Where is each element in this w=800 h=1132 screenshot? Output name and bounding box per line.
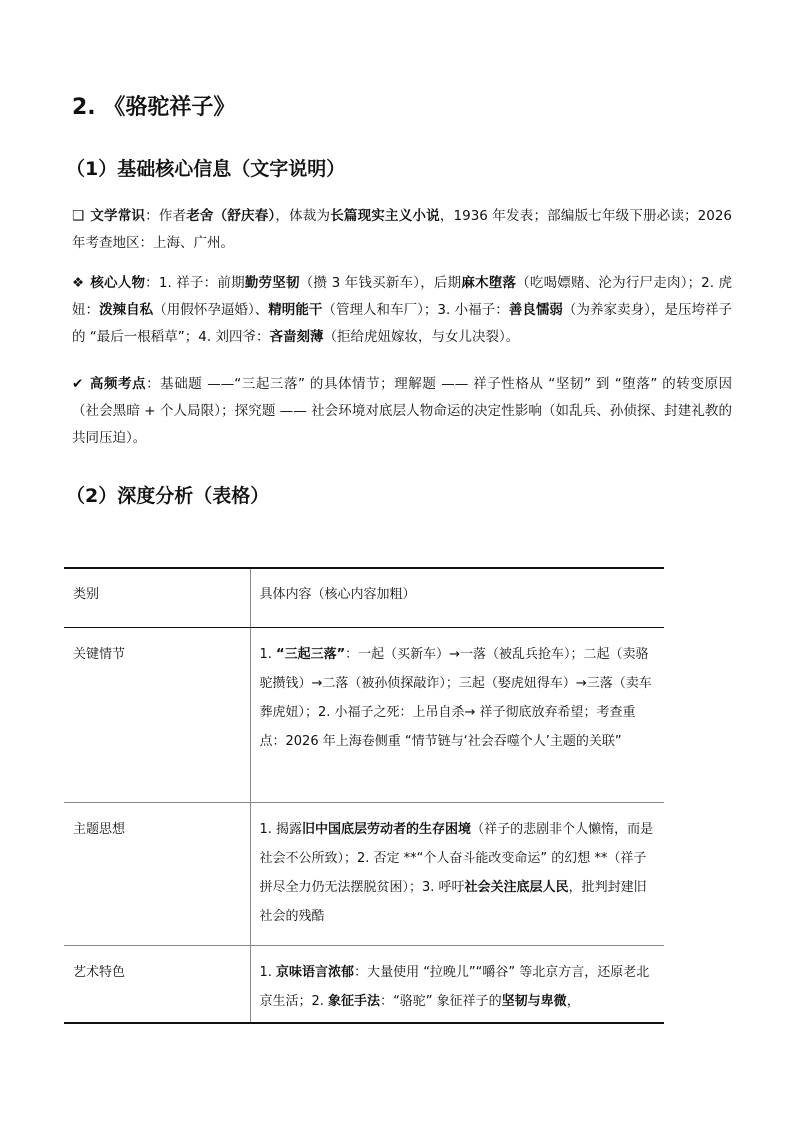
text-run: （祥子的悲剧非个人懒惰，而是社会不公所致）；2. 否定 **“个人奋斗能改变命运” 的幻想 **（祥子拼尽全力仍无法摆脱贫困）；3. 呼吁 <box>259 822 654 895</box>
bold-text-run: 文学常识 <box>90 208 146 224</box>
bold-text-run: 社会关注底层人民 <box>464 880 569 895</box>
section-heading-basic-info: （1）基础核心信息（文字说明） <box>66 158 346 180</box>
text-run: （用假怀孕逼婚）、 <box>153 302 269 318</box>
text-run: ，体裁为 <box>275 208 331 224</box>
text-run: ：1. 祥子：前期 <box>145 275 245 291</box>
text-run: ：一起（买新车）→一落（被乱兵抢车）；二起（卖骆驼攒钱）→二落（被孙侦探敲诈）；三起（娶虎妞得车）→三落（卖车葬虎妞）；2. 小福子之死：上吊自杀→ 祥子彻底放弃希望；考查重点：2026 年上海卷侧重 “情节链与‘社会吞噬个人’主题的关联” <box>259 647 652 749</box>
table-row <box>64 946 664 1024</box>
table-row <box>64 803 664 946</box>
row-category-cell: 主题思想 <box>64 803 250 946</box>
text-run: ：基础题 ——“三起三落” 的具体情节；理解题 —— 祥子性格从 “坚韧” 到 “堕落” 的转变原因（社会黑暗 + 个人局限）；探究题 —— 社会环境对底层人物命运的决定性影响（如乱兵、孙侦探、封建礼教的共同压迫）。 <box>72 376 733 446</box>
section-heading-analysis: （2）深度分析（表格） <box>66 485 270 507</box>
bold-text-run: 泼辣自私 <box>99 302 154 318</box>
column-header-content: 具体内容（核心内容加粗） <box>250 568 664 628</box>
bold-text-run: 善良懦弱 <box>508 302 563 318</box>
text-run: ， <box>566 994 580 1009</box>
text-run: 1. <box>259 965 277 980</box>
text-run: （攒 3 年钱买新车），后期 <box>299 275 462 291</box>
text-run: 1. 揭露 <box>259 822 303 837</box>
literature-facts-paragraph <box>72 203 732 257</box>
row-content-cell <box>250 946 664 1024</box>
bold-text-run: 京味语言浓郁 <box>276 965 355 980</box>
text-run: ：大量使用 “拉晚儿”“嚼谷” 等北京方言，还原老北京生活；2. <box>259 965 650 1009</box>
row-content-cell <box>250 628 664 803</box>
rich-text <box>72 208 732 251</box>
bold-text-run: 高频考点 <box>89 376 147 392</box>
row-content-cell <box>250 803 664 946</box>
column-header-category: 类别 <box>64 568 250 628</box>
bold-text-run: 麻木堕落 <box>461 275 517 291</box>
checkbox-bullet-icon: ❑ <box>72 208 85 224</box>
rich-text <box>72 275 732 345</box>
bold-text-run: 精明能干 <box>268 302 323 318</box>
table-row <box>64 628 664 803</box>
table-header-row <box>64 568 664 628</box>
bold-text-run: 勤劳坚韧 <box>244 275 300 291</box>
text-run: ：“骆驼” 象征祥子的 <box>380 994 502 1009</box>
bold-text-run: 坚韧与卑微 <box>501 994 567 1009</box>
analysis-table <box>64 567 664 1024</box>
bold-text-run: 核心人物 <box>90 275 146 291</box>
text-run: ，1936 年发表；部编版七年级下册必读；2026 年考查地区：上海、广州。 <box>72 208 733 251</box>
bold-text-run: “三起三落” <box>276 647 346 662</box>
diamond-bullet-icon: ❖ <box>72 275 85 291</box>
rich-text <box>72 376 732 446</box>
text-run: （吃喝嫖赌、沦为行尸走肉）；2. 虎妞： <box>72 275 733 318</box>
row-category-cell: 关键情节 <box>64 628 250 803</box>
text-run: ，批判封建旧社会的残酷 <box>259 880 647 924</box>
bold-text-run: 老舍（舒庆春） <box>186 208 276 224</box>
text-run: 1. <box>259 647 277 662</box>
text-run: （管理人和车厂）；3. 小福子： <box>322 302 509 318</box>
bold-text-run: 吝啬刻薄 <box>269 329 324 345</box>
bold-text-run: 旧中国底层劳动者的生存困境 <box>302 822 472 837</box>
text-run: （为养家卖身），是压垮祥子的 “最后一根稻草”；4. 刘四爷： <box>72 302 733 345</box>
text-run: （拒给虎妞嫁妆，与女儿决裂）。 <box>323 329 520 345</box>
text-run: ：作者 <box>145 208 187 224</box>
core-characters-paragraph <box>72 270 732 351</box>
bold-text-run: 象征手法 <box>328 994 381 1009</box>
bold-text-run: 长篇现实主义小说 <box>330 208 440 224</box>
row-category-cell: 艺术特色 <box>64 946 250 1024</box>
checkmark-bullet-icon: ✔ <box>72 376 84 392</box>
document-title: 2. 《骆驼祥子》 <box>72 95 236 120</box>
exam-points-paragraph <box>72 371 732 452</box>
